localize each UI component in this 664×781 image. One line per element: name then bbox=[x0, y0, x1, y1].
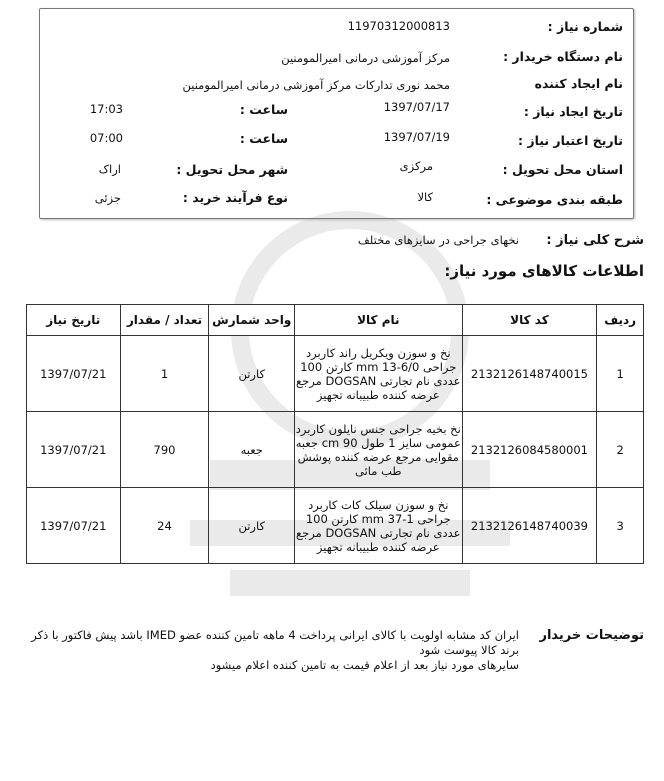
col-header-qty: تعداد / مقدار bbox=[120, 305, 209, 336]
valid-date: 1397/07/19 bbox=[383, 130, 450, 144]
province-label: استان محل تحویل : bbox=[502, 162, 623, 177]
province: مرکزی bbox=[399, 159, 433, 173]
table-row bbox=[27, 336, 644, 412]
cell-code: 2132126148740015 bbox=[462, 336, 597, 412]
cell-name: نخ و سوزن سیلک کات کاربرد جراحی mm 37-1 کارتن 100 عددی نام تجارتی DOGSAN مرجع عرضه کننده طبیبانه تجهیز bbox=[294, 488, 462, 564]
process-label: نوع فرآیند خرید : bbox=[182, 190, 288, 205]
buyer-notes-label: توضیحات خریدار bbox=[539, 628, 644, 643]
header-panel bbox=[39, 8, 634, 219]
created-date: 1397/07/17 bbox=[383, 100, 450, 114]
table-header-row bbox=[27, 305, 644, 336]
buyer-org-label: نام دستگاه خریدار : bbox=[503, 49, 623, 64]
process: جزئی bbox=[94, 191, 121, 205]
city-label: شهر محل تحویل : bbox=[176, 162, 288, 177]
cell-name: نخ بخیه جراحی جنس نایلون کاربرد عمومی سایز 1 طول 90 cm جعبه مقوایی مرجع عرضه کننده پوشش طب مائی bbox=[294, 412, 462, 488]
need-number-label: شماره نیاز : bbox=[547, 19, 623, 34]
valid-time: 07:00 bbox=[89, 131, 123, 145]
cell-unit: کارتن bbox=[209, 336, 295, 412]
col-header-name: نام کالا bbox=[294, 305, 462, 336]
created-time: 17:03 bbox=[89, 102, 123, 116]
cell-unit: کارتن bbox=[209, 488, 295, 564]
created-date-label: تاریخ ایجاد نیاز : bbox=[523, 104, 623, 119]
summary-text: نخهای جراحی در سایزهای مختلف bbox=[357, 233, 519, 247]
cell-unit: جعبه bbox=[209, 412, 295, 488]
valid-time-label: ساعت : bbox=[239, 131, 288, 146]
valid-date-label: تاریخ اعتبار نیاز : bbox=[518, 133, 623, 148]
cell-row: 3 bbox=[597, 488, 644, 564]
items-table bbox=[26, 304, 644, 564]
category-label: طبقه بندی موضوعی : bbox=[486, 192, 623, 207]
col-header-row: ردیف bbox=[597, 305, 644, 336]
cell-qty: 24 bbox=[120, 488, 209, 564]
cell-name: نخ و سوزن ویکریل راند کاربرد جراحی mm 13-6/0 کارتن 100 عددی نام تجارتی DOGSAN مرجع عرضه کننده طبیبانه تجهیز bbox=[294, 336, 462, 412]
category: کالا bbox=[417, 190, 433, 204]
col-header-date: تاریخ نیاز bbox=[27, 305, 121, 336]
table-row bbox=[27, 488, 644, 564]
buyer-notes-line: سایرهای مورد نیاز بعد از اعلام قیمت به تامین کننده اعلام میشود bbox=[210, 658, 519, 672]
cell-date: 1397/07/21 bbox=[27, 488, 121, 564]
col-header-code: کد کالا bbox=[462, 305, 597, 336]
cell-row: 1 bbox=[597, 336, 644, 412]
creator: محمد نوری تدارکات مرکز آموزشی درمانی امیرالمومنین bbox=[182, 78, 450, 92]
buyer-org: مرکز آموزشی درمانی امیرالمومنین bbox=[281, 51, 450, 65]
summary-label: شرح کلی نیاز : bbox=[546, 233, 644, 248]
cell-row: 2 bbox=[597, 412, 644, 488]
cell-date: 1397/07/21 bbox=[27, 336, 121, 412]
table-row bbox=[27, 412, 644, 488]
created-time-label: ساعت : bbox=[239, 102, 288, 117]
buyer-notes-text bbox=[19, 628, 519, 673]
cell-code: 2132126084580001 bbox=[462, 412, 597, 488]
cell-code: 2132126148740039 bbox=[462, 488, 597, 564]
city: اراک bbox=[98, 162, 121, 176]
buyer-notes-line: ایران کد مشابه اولویت با کالای ایرانی پرداخت 4 ماهه تامین کننده عضو IMED باشد پیش فاکتور با ذکر برند کالا پیوست شود bbox=[31, 628, 519, 657]
cell-qty: 790 bbox=[120, 412, 209, 488]
creator-label: نام ایجاد کننده bbox=[534, 76, 623, 91]
need-number: 11970312000813 bbox=[347, 19, 450, 33]
buyer-notes-panel bbox=[26, 618, 644, 678]
col-header-unit: واحد شمارش bbox=[209, 305, 295, 336]
cell-date: 1397/07/21 bbox=[27, 412, 121, 488]
cell-qty: 1 bbox=[120, 336, 209, 412]
items-section-title: اطلاعات کالاهای مورد نیاز: bbox=[444, 262, 644, 280]
